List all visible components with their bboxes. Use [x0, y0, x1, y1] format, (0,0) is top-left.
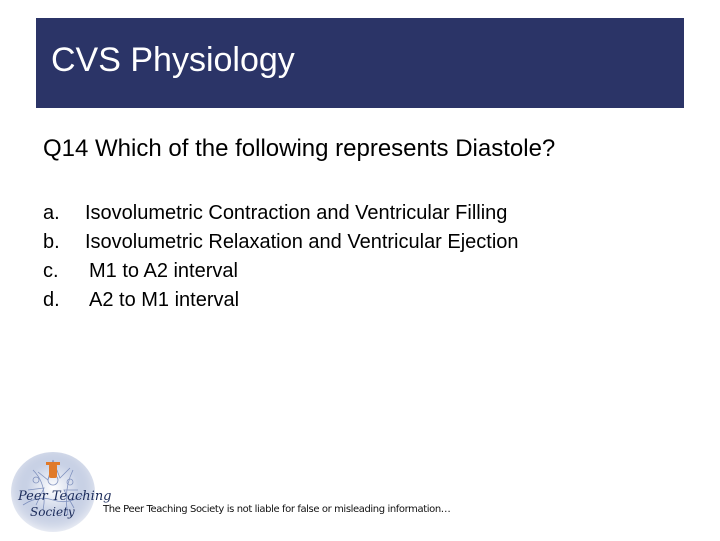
disclaimer-text: The Peer Teaching Society is not liable for false or misleading information… [103, 504, 451, 515]
option-b [43, 228, 519, 257]
option-letter: b. [43, 231, 60, 253]
peer-teaching-society-logo-icon [8, 450, 112, 536]
option-c [43, 257, 519, 286]
option-a [43, 199, 519, 228]
option-d [43, 286, 519, 315]
option-letter: c. [43, 260, 59, 282]
logo-line2: Society [30, 505, 75, 519]
answer-options [43, 199, 519, 315]
logo-line1: Peer Teaching [18, 489, 112, 504]
question-text: Q14 Which of the following represents Diastole? [43, 135, 556, 162]
title-bar [36, 18, 684, 108]
option-text: A2 to M1 interval [89, 289, 240, 311]
slide-title: CVS Physiology [51, 41, 295, 79]
option-text: Isovolumetric Contraction and Ventricular Filling [85, 202, 508, 224]
option-letter: d. [43, 289, 60, 311]
option-text: M1 to A2 interval [89, 260, 238, 282]
option-text: Isovolumetric Relaxation and Ventricular Ejection [85, 231, 519, 253]
option-letter: a. [43, 202, 60, 224]
